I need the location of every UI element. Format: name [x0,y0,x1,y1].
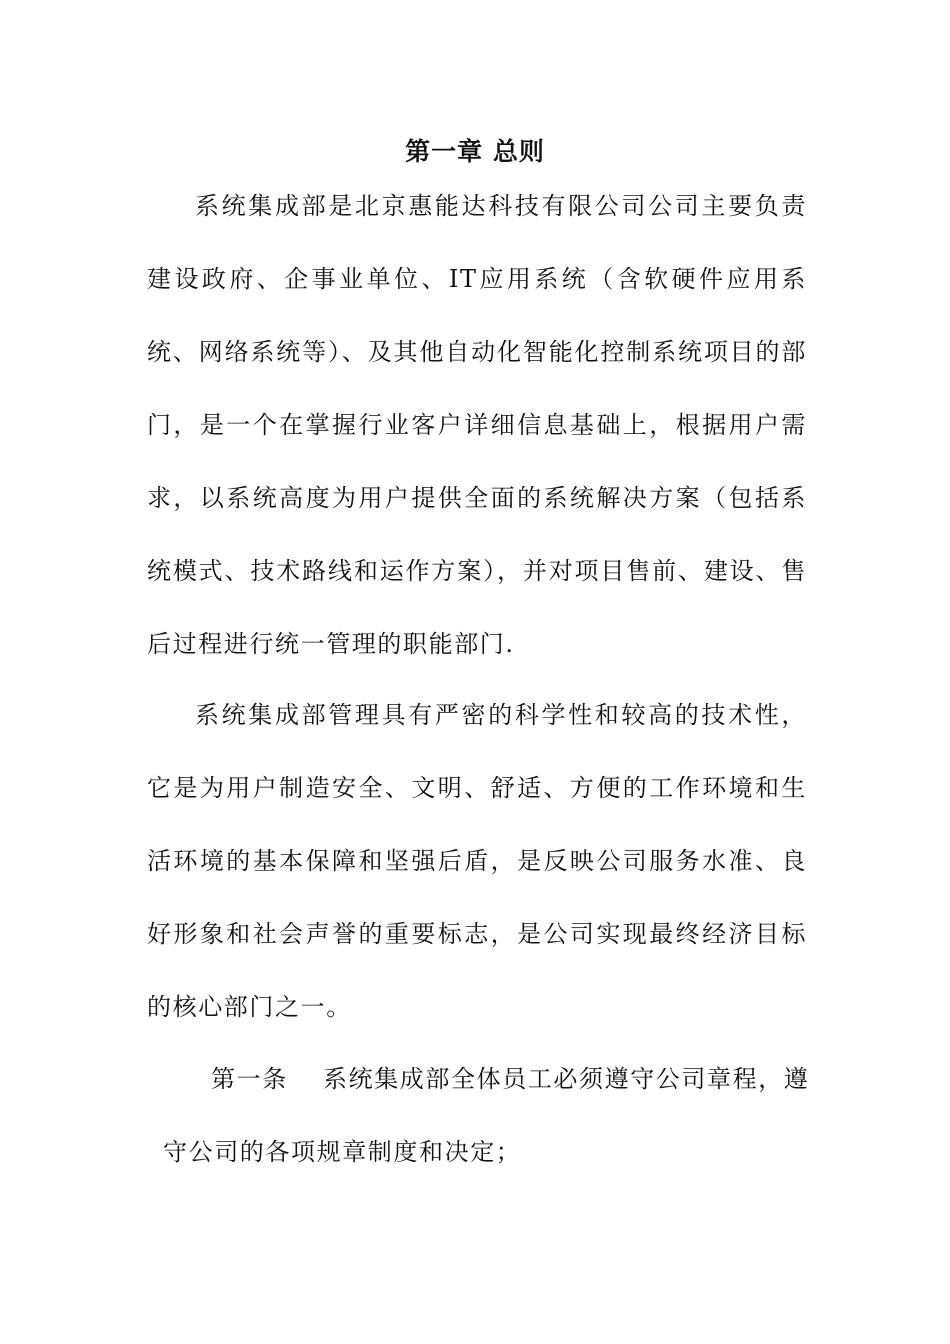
article-one [147,1043,810,1189]
article-label: 第一条 [211,1065,288,1093]
chapter-title: 第一章 总则 [405,137,545,166]
management-paragraph: 系统集成部管理具有严密的科学性和较高的技术性，它是为用户制造安全、文明、舒适、方便的工作环境和生活环境的基本保障和坚强后盾，是反映公司服务水准、良好形象和社会声誉的重要标志，是公司实现最终经济目标的核心部门之一。 [147,701,807,1021]
article-text-line-2: 守公司的各项规章制度和决定； [163,1138,522,1166]
article-one-line-1 [147,1043,810,1116]
intro-paragraph: 系统集成部是北京惠能达科技有限公司公司主要负责建设政府、企事业单位、IT应用系统（含软硬件应用系统、网络系统等）、及其他自动化智能化控制系统项目的部门，是一个在掌握行业客户详细信息基础上，根据用户需求，以系统高度为用户提供全面的系统解决方案（包括系统模式、技术路线和运作方案），并对项目售前、建设、售后过程进行统一管理的职能部门. [147,192,807,658]
article-text-line-1: 系统集成部全体员工必须遵守公司章程，遵 [323,1065,810,1093]
